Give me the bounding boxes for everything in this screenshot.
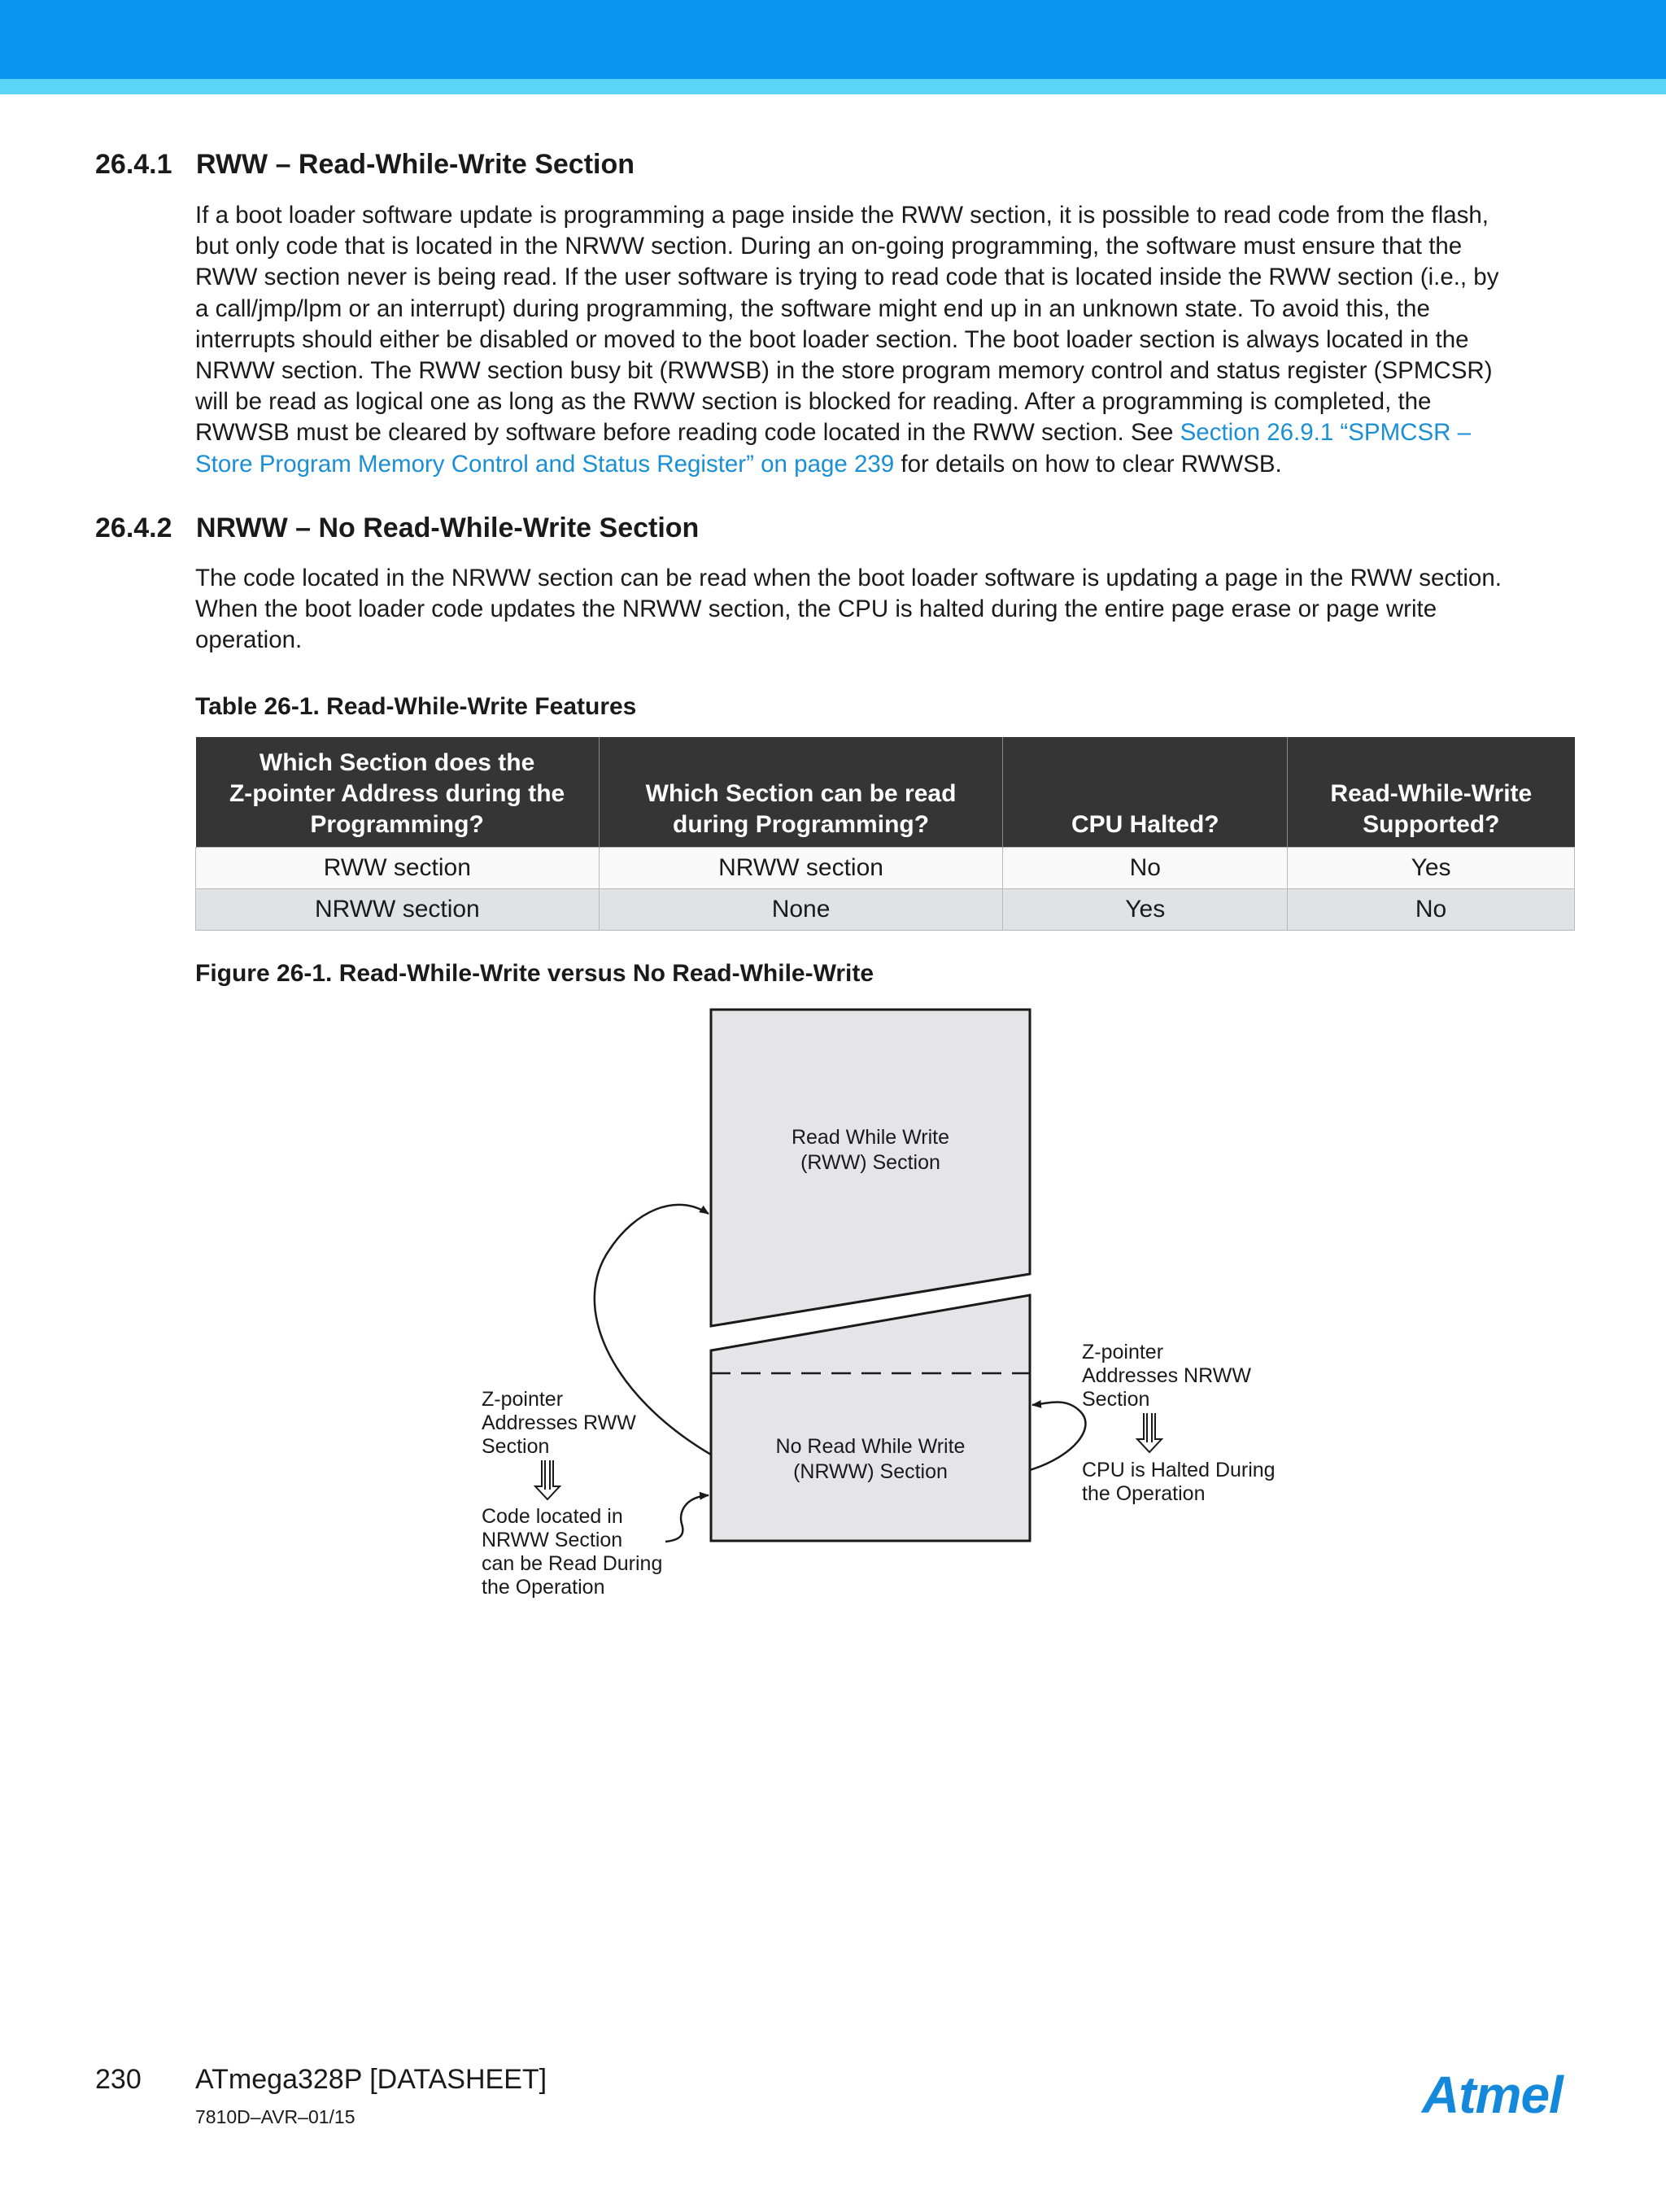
paragraph-line: but only code that is located in the NRWW section. During an on-going programming, the software must ensure that the bbox=[195, 233, 1463, 260]
left-top-note-line: Z-pointer bbox=[482, 1388, 564, 1411]
paragraph-text: for details on how to clear RWWSB. bbox=[894, 450, 1282, 478]
left-bottom-note-line: NRWW Section bbox=[482, 1529, 623, 1551]
paragraph-line: interrupts should either be disabled or moved to the boot loader section. The boot loader section is always located in the bbox=[195, 325, 1469, 353]
paragraph-line: a call/jmp/lpm or an interrupt) during programming, the software might end up in an unknown state. To avoid this, the bbox=[195, 294, 1430, 322]
document-title: ATmega328P [DATASHEET] bbox=[195, 2064, 547, 2095]
paragraph-rww bbox=[195, 200, 1578, 480]
paragraph-line: will be read as logical one as long as the RWW section is blocked for reading. After a programming is completed, the bbox=[195, 388, 1432, 416]
header-stripe bbox=[0, 79, 1666, 94]
nrww-access-arrow bbox=[1030, 1403, 1085, 1471]
paragraph-line: RWW section never is being read. If the user software is trying to read code that is located inside the RWW section (i.e., by bbox=[195, 264, 1499, 291]
table-caption: Table 26-1. Read-While-Write Features bbox=[195, 693, 637, 720]
document-id: 7810D–AVR–01/15 bbox=[195, 2106, 355, 2127]
rww-label-line: (RWW) Section bbox=[800, 1151, 940, 1174]
section-heading-nrww bbox=[95, 513, 699, 544]
left-bottom-note-line: the Operation bbox=[482, 1576, 605, 1599]
table-row bbox=[196, 889, 1575, 931]
paragraph-line: When the boot loader code updates the NRWW section, the CPU is halted during the entire page erase or page write bbox=[195, 596, 1437, 623]
table-cell: Yes bbox=[1288, 848, 1575, 889]
table-cell: None bbox=[599, 889, 1003, 931]
left-top-note-line: Addresses RWW bbox=[482, 1411, 636, 1434]
paragraph-line: operation. bbox=[195, 626, 303, 654]
right-double-down-arrow-icon bbox=[1137, 1413, 1162, 1452]
left-bottom-note-line: Code located in bbox=[482, 1505, 623, 1528]
paragraph-line bbox=[195, 449, 1578, 480]
paragraph-line bbox=[195, 417, 1578, 448]
left-bottom-note-line: can be Read During bbox=[482, 1552, 663, 1575]
rww-nrww-diagram bbox=[472, 997, 1318, 1623]
atmel-logo: Atmel bbox=[1422, 2066, 1563, 2124]
nrww-section-block bbox=[711, 1295, 1030, 1541]
header-bar bbox=[0, 0, 1666, 79]
column-header-cpu-halted: CPU Halted? bbox=[1003, 737, 1288, 848]
right-bottom-note-line: CPU is Halted During bbox=[1082, 1459, 1276, 1481]
right-top-note-line: Section bbox=[1082, 1388, 1150, 1411]
section-number: 26.4.1 bbox=[95, 149, 172, 180]
right-top-note-line: Addresses NRWW bbox=[1082, 1364, 1251, 1387]
table-cell: Yes bbox=[1003, 889, 1288, 931]
code-read-arrow bbox=[665, 1495, 709, 1542]
right-bottom-note-line: the Operation bbox=[1082, 1482, 1206, 1505]
column-header-rww-supported: Read-While-Write Supported? bbox=[1288, 737, 1575, 848]
column-header-z-pointer: Which Section does the Z-pointer Address during the Programming? bbox=[196, 737, 600, 848]
section-title: NRWW – No Read-While-Write Section bbox=[196, 513, 700, 543]
paragraph-line: The code located in the NRWW section can be read when the boot loader software is updating a page in the RWW section. bbox=[195, 565, 1502, 591]
paragraph-nrww bbox=[195, 563, 1578, 657]
figure-caption: Figure 26-1. Read-While-Write versus No Read-While-Write bbox=[195, 960, 874, 987]
nrww-label-line: (NRWW) Section bbox=[793, 1460, 948, 1483]
rww-label-line: Read While Write bbox=[791, 1126, 950, 1149]
left-double-down-arrow-icon bbox=[535, 1460, 560, 1499]
section-number: 26.4.2 bbox=[95, 513, 172, 543]
paragraph-line: NRWW section. The RWW section busy bit (RWWSB) in the store program memory control and status register (SPMCSR) bbox=[195, 357, 1493, 385]
rww-features-table bbox=[195, 737, 1575, 931]
table-row bbox=[196, 848, 1575, 889]
nrww-label-line: No Read While Write bbox=[775, 1435, 966, 1458]
section-title: RWW – Read-While-Write Section bbox=[196, 149, 635, 180]
table-cell: NRWW section bbox=[599, 848, 1003, 889]
table-header-row bbox=[196, 737, 1575, 848]
page-number: 230 bbox=[95, 2064, 142, 2095]
table-cell: RWW section bbox=[196, 848, 600, 889]
left-top-note-line: Section bbox=[482, 1435, 550, 1458]
right-top-note-line: Z-pointer bbox=[1082, 1341, 1164, 1363]
table-cell: No bbox=[1003, 848, 1288, 889]
paragraph-line: If a boot loader software update is programming a page inside the RWW section, it is possible to read code from the flash, bbox=[195, 202, 1489, 229]
table-cell: NRWW section bbox=[196, 889, 600, 931]
section-heading-rww bbox=[95, 149, 635, 181]
spmcsr-link[interactable]: Section 26.9.1 “SPMCSR – bbox=[1180, 419, 1472, 447]
table-cell: No bbox=[1288, 889, 1575, 931]
paragraph-text: RWWSB must be cleared by software before reading code located in the RWW section. See bbox=[195, 419, 1180, 447]
column-header-readable-section: Which Section can be read during Programming? bbox=[599, 737, 1003, 848]
spmcsr-link-continued[interactable]: Store Program Memory Control and Status Register” on page 239 bbox=[195, 450, 895, 478]
